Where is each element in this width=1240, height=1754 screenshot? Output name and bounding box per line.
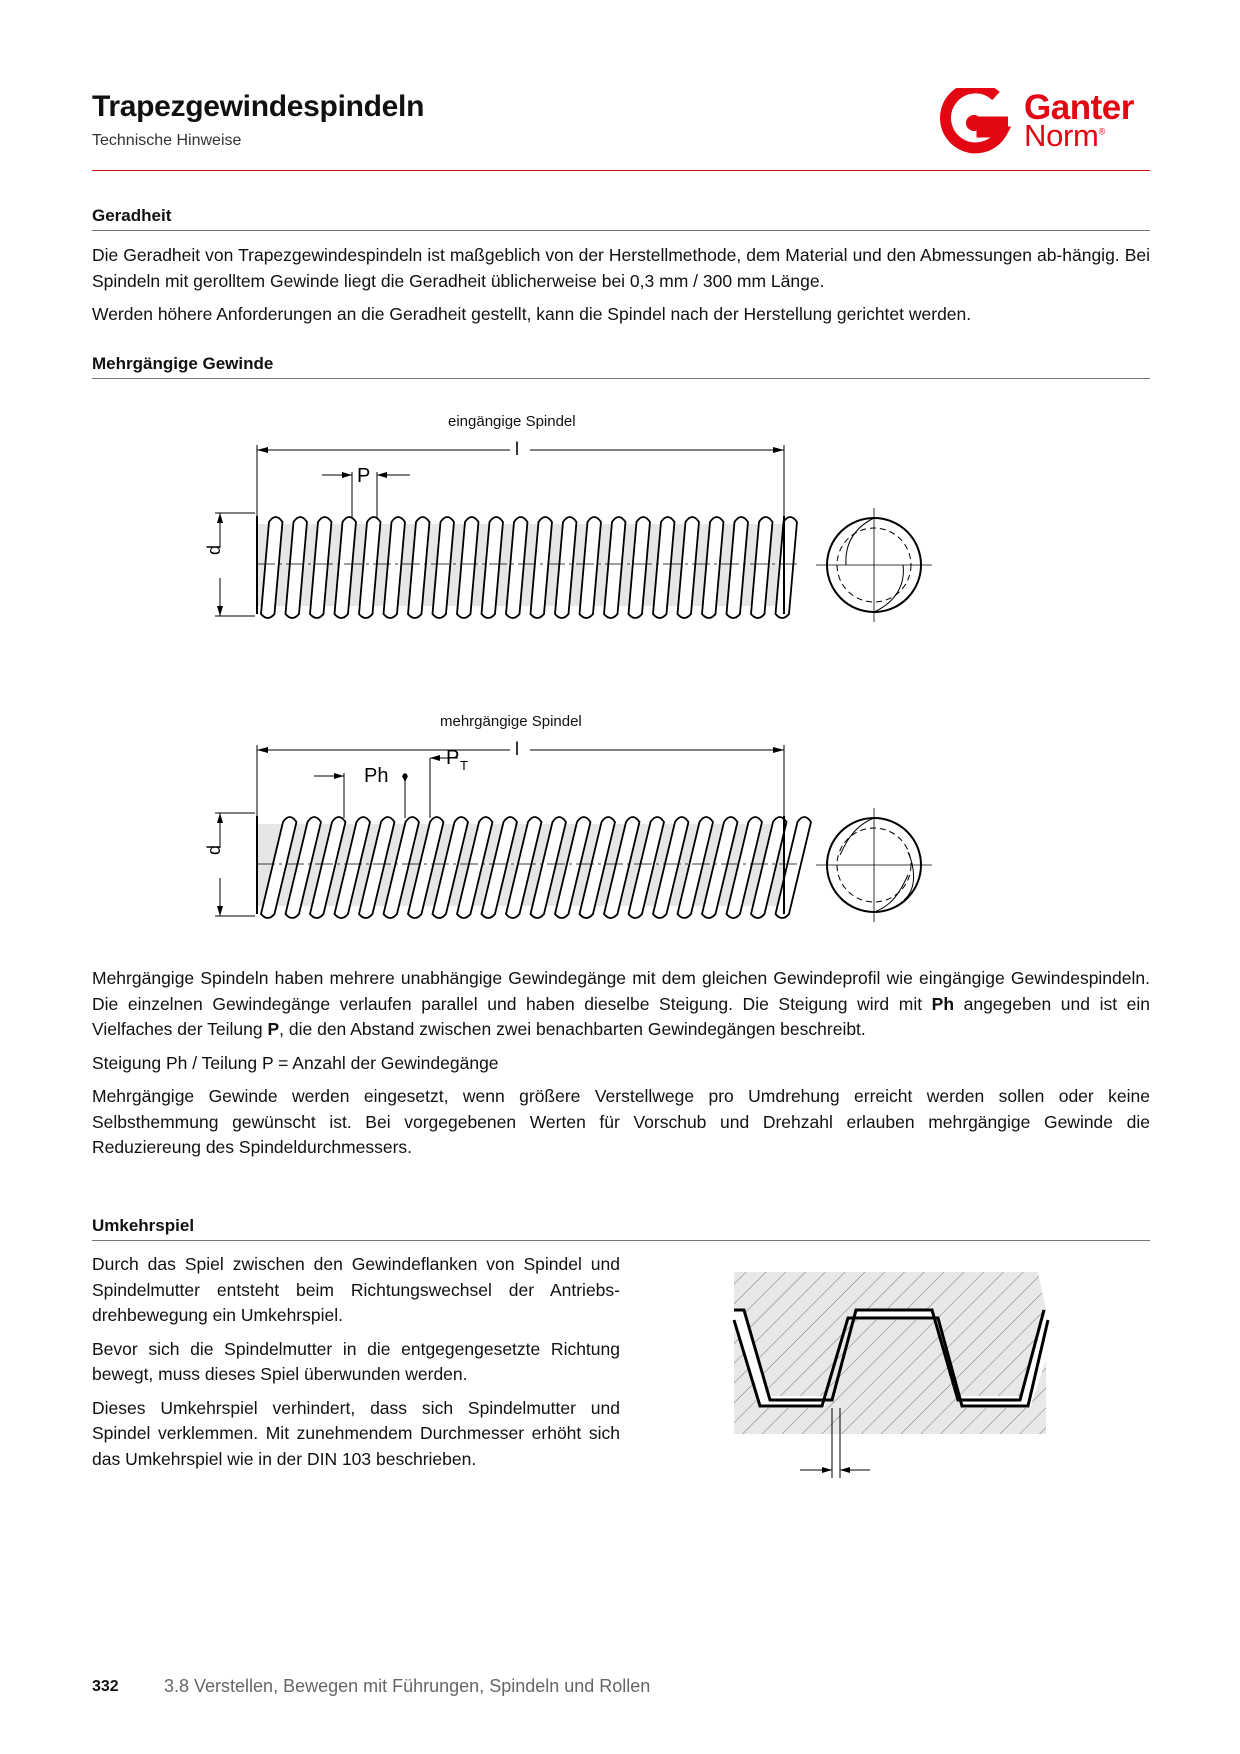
logo-text-norm: Norm® <box>1024 118 1105 153</box>
section-heading-umkehrspiel: Umkehrspiel <box>92 1216 1150 1241</box>
paragraph: Bevor sich die Spindelmutter in die entgegengesetzte Richtung bewegt, muss dieses Spiel überwunden werden. <box>92 1338 620 1384</box>
page-number: 332 <box>92 1678 119 1695</box>
dimension-label-p: P <box>357 465 371 487</box>
multi-start-spindle-drawing <box>200 730 1080 950</box>
paragraph: Die Geradheit von Trapezgewindespindeln ist maßgeblich von der Herstellmethode, dem Material und den Abmessungen ab-hängig. Bei Spindeln mit gerolltem Gewinde liegt die Geradheit üblicherweise bei 0,3 mm / 300 mm Länge. <box>92 245 1150 291</box>
dimension-label-l: l <box>515 739 519 759</box>
logo-mark-icon <box>938 88 1014 154</box>
backlash-diagram <box>730 1268 1070 1488</box>
single-start-spindle-drawing <box>200 430 1080 650</box>
figure-caption-mehrgaengig: mehrgängige Spindel <box>440 713 582 730</box>
logo-text-ganter: Ganter <box>1024 88 1134 127</box>
paragraph: Mehrgängige Spindeln haben mehrere unabhängige Gewindegänge mit dem gleichen Gewindeprofil wie eingängige Gewindespindeln. Die einzelnen Gewindegänge verlaufen parallel und haben dieselbe Steigung. Die Steigung wird mit Ph angegeben und ist ein Vielfaches der Teilung P, die den Abstand zwischen zwei benachbarten Gewindegängen beschreibt. <box>92 968 1151 1039</box>
page-title: Trapezgewindespindeln <box>92 90 425 123</box>
mehrgaengig-text <box>92 966 1150 1169</box>
page-subtitle: Technische Hinweise <box>92 132 242 149</box>
section-heading-mehrgaengig: Mehrgängige Gewinde <box>92 354 1150 379</box>
dimension-label-d: d <box>204 844 224 855</box>
section-heading-geradheit: Geradheit <box>92 206 1150 231</box>
paragraph: Mehrgängige Gewinde werden eingesetzt, wenn größere Verstellwege pro Umdrehung erreicht werden sollen oder keine Selbsthemmung gewünscht ist. Bei vorgegebenen Werten für Vorschub und Drehzahl erlauben mehrgängige Gewinde die Reduziereung des Spindeldurchmessers. <box>92 1086 1150 1157</box>
dimension-label-d: d <box>204 544 224 555</box>
dimension-label-pt: P <box>446 747 460 769</box>
paragraph: Werden höhere Anforderungen an die Geradheit gestellt, kann die Spindel nach der Herstellung gerichtet werden. <box>92 304 972 324</box>
brand-logo <box>938 88 1150 154</box>
paragraph: Durch das Spiel zwischen den Gewindeflanken von Spindel und Spindelmutter entsteht beim Richtungswechsel der Antriebs-drehbewegung ein Umkehrspiel. <box>92 1254 620 1325</box>
dimension-label-ph: Ph <box>364 765 389 787</box>
footer-chapter: 3.8 Verstellen, Bewegen mit Führungen, Spindeln und Rollen <box>164 1676 651 1696</box>
thread-body <box>257 516 797 618</box>
dimension-label-pt-sub: T <box>460 758 468 773</box>
header-rule <box>92 170 1150 171</box>
paragraph: Dieses Umkehrspiel verhindert, dass sich Spindelmutter und Spindel verklemmen. Mit zunehmendem Durchmesser erhöht sich das Umkehrspiel wie in der DIN 103 beschrieben. <box>92 1397 620 1469</box>
thread-body <box>257 816 811 918</box>
figure-caption-eingaengig: eingängige Spindel <box>448 413 576 430</box>
dimension-label-l: l <box>515 439 519 459</box>
geradheit-text <box>92 243 1150 336</box>
umkehrspiel-text <box>92 1252 620 1480</box>
paragraph: Steigung Ph / Teilung P = Anzahl der Gewindegänge <box>92 1052 499 1073</box>
